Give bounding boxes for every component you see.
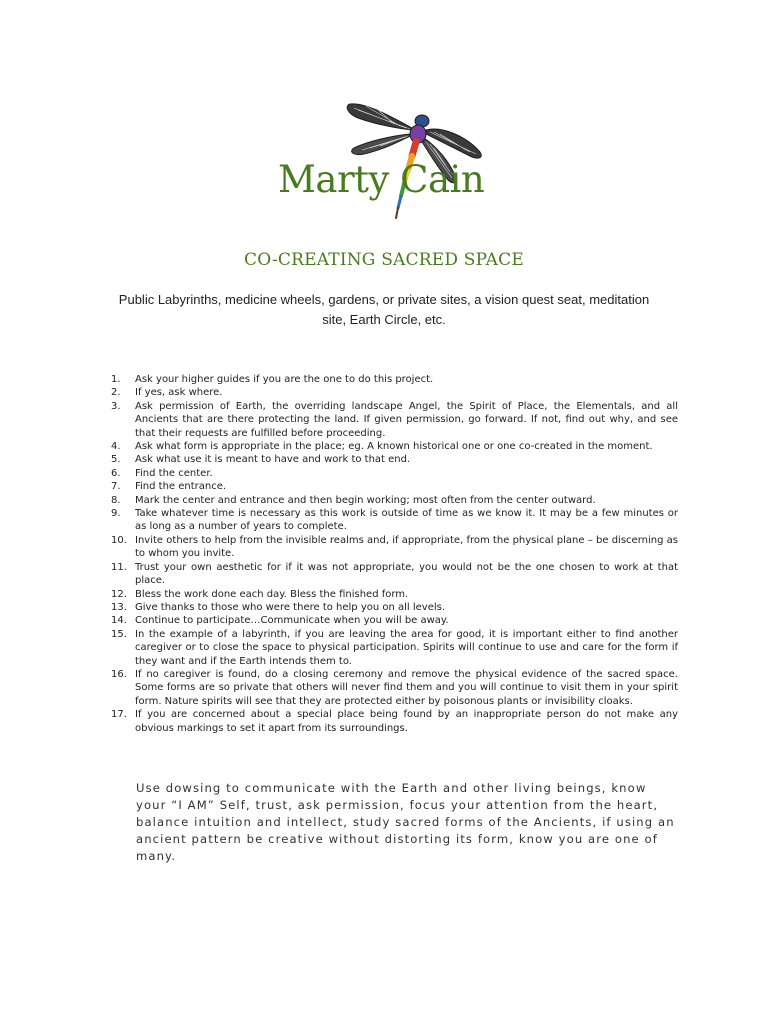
step-text: Mark the center and entrance and then begin working; most often from the center outward.: [135, 494, 596, 506]
logo-wordmark: Marty Cain: [278, 158, 485, 201]
step-number: 11.: [111, 561, 127, 573]
step-text: Take whatever time is necessary as this work is outside of time as we know it. It may be a few minutes or as long as a number of years to complete.: [135, 508, 678, 533]
list-item: [106, 601, 678, 614]
steps-list: [106, 373, 678, 735]
step-text: Give thanks to those who were there to help you on all levels.: [135, 601, 446, 613]
step-number: 3.: [111, 400, 121, 412]
step-number: 9.: [111, 508, 121, 520]
step-text: Ask permission of Earth, the overriding landscape Angel, the Spirit of Place, the Elementals, and all Ancients that are there protecting the land. If given permission, go forward. If not, find out why, and see that their requests are fulfilled before proceeding.: [135, 400, 678, 439]
step-text: Ask what use it is meant to have and work to that end.: [135, 454, 411, 466]
step-number: 16.: [111, 668, 127, 680]
step-number: 15.: [111, 628, 127, 640]
step-text: Ask your higher guides if you are the one to do this project.: [135, 374, 434, 385]
step-number: 14.: [111, 615, 127, 627]
list-item: [106, 373, 678, 386]
list-item: [106, 494, 678, 507]
step-number: 13.: [111, 601, 127, 613]
step-number: 7.: [111, 481, 121, 493]
step-text: Trust your own aesthetic for if it was not appropriate, you would not be the one chosen to work at that place.: [135, 561, 678, 587]
step-number: 5.: [111, 454, 121, 466]
step-number: 6.: [111, 467, 121, 479]
step-text: If you are concerned about a special place being found by an inappropriate person do not make any obvious markings to set it apart from its surroundings.: [135, 709, 678, 734]
list-item: [106, 534, 678, 561]
list-item: [106, 386, 678, 399]
step-text: Ask what form is appropriate in the place; eg. A known historical one or one co-created in the moment.: [135, 441, 653, 453]
list-item: [106, 628, 678, 668]
list-item: [106, 480, 678, 493]
page-subtitle: Public Labyrinths, medicine wheels, gardens, or private sites, a vision quest seat, meditation site, Earth Circle, etc.: [118, 292, 650, 327]
list-item: [106, 561, 678, 588]
list-item: [106, 400, 678, 440]
step-text: If no caregiver is found, do a closing ceremony and remove the physical evidence of the sacred space. Some forms are so private that others will never find them and you will continue to visit them in your spirit form. Nature spirits will see that they are protected either by poisonous plants or invisibility cloaks.: [135, 668, 678, 707]
list-item: [106, 440, 678, 453]
step-text: Continue to participate…Communicate when you will be away.: [135, 615, 449, 627]
list-item: [106, 588, 678, 601]
step-number: 2.: [111, 387, 121, 399]
list-item: [106, 453, 678, 466]
list-item: [106, 507, 678, 534]
step-text: In the example of a labyrinth, if you are leaving the area for good, it is important either to find another caregiver or to close the space to physical participation. Spirits will continue to use and care for the form if they want and if the Earth intends them to.: [135, 628, 678, 667]
step-number: 1.: [111, 374, 121, 385]
step-number: 12.: [111, 588, 127, 600]
list-item: [106, 668, 678, 708]
brand-logo: [270, 96, 500, 226]
closing-paragraph: Use dowsing to communicate with the Earth and other living beings, know your “I AM” Self, trust, ask permission, focus your attention from the heart, balance intuition and intellect, study sacred forms of the Ancients, if using an ancient pattern be creative without distorting its form, know you are one of many.: [136, 781, 675, 863]
step-text: Find the center.: [135, 467, 213, 479]
step-number: 8.: [111, 494, 121, 506]
step-text: If yes, ask where.: [135, 387, 223, 399]
page-title: CO-CREATING SACRED SPACE: [244, 250, 524, 270]
list-item: [106, 708, 678, 735]
step-number: 10.: [111, 534, 127, 546]
list-item: [106, 467, 678, 480]
step-number: 4.: [111, 441, 121, 453]
step-text: Bless the work done each day. Bless the finished form.: [135, 588, 409, 600]
step-text: Find the entrance.: [135, 481, 227, 493]
step-number: 17.: [111, 709, 127, 721]
step-text: Invite others to help from the invisible realms and, if appropriate, from the physical plane – be discerning as to whom you invite.: [135, 534, 678, 560]
list-item: [106, 614, 678, 627]
